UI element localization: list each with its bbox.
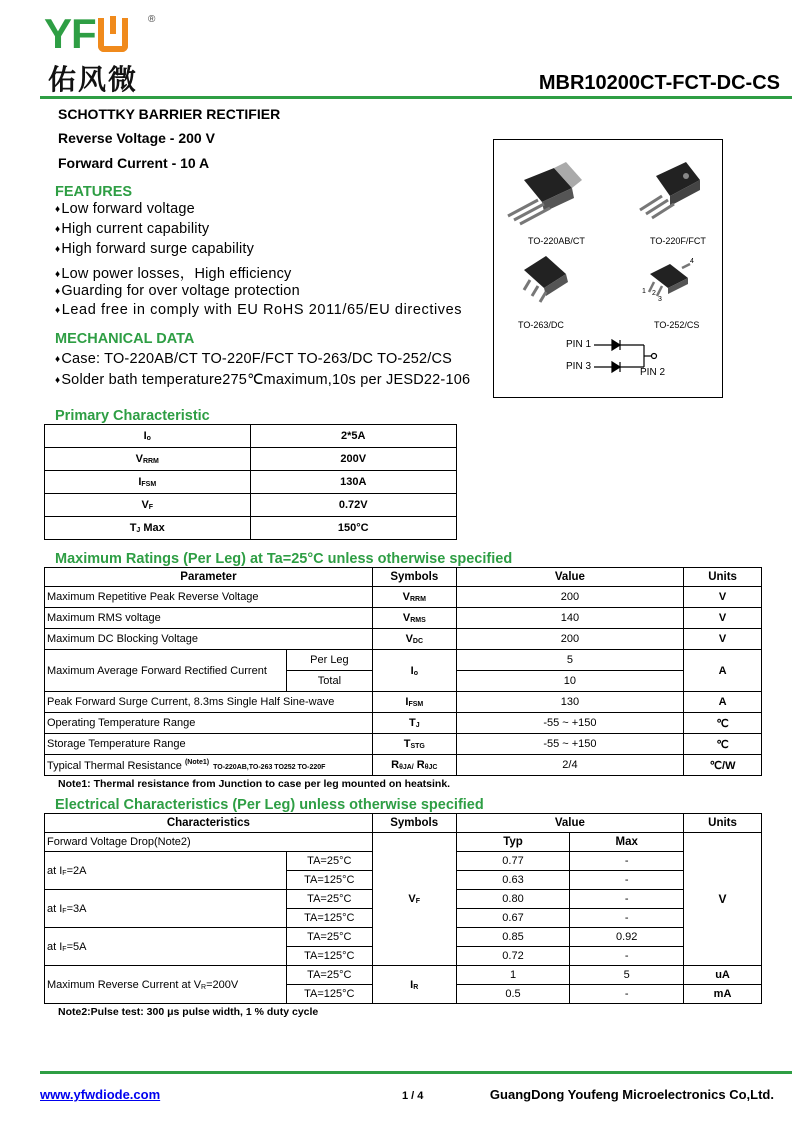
value-cell: 10 bbox=[456, 671, 683, 692]
param-cell: Maximum Average Forward Rectified Current bbox=[45, 650, 287, 692]
package-diagram-box bbox=[493, 139, 723, 398]
unit-cell: ℃/W bbox=[684, 755, 762, 776]
electrical-heading: Electrical Characteristics (Per Leg) unless otherwise specified bbox=[55, 797, 484, 813]
table-row bbox=[45, 494, 457, 517]
max-cell: - bbox=[570, 890, 684, 909]
param-cell: Maximum Repetitive Peak Reverse Voltage bbox=[45, 587, 373, 608]
value-cell: -55 ~ +150 bbox=[456, 713, 683, 734]
note1: Note1: Thermal resistance from Junction to case per leg mounted on heatsink. bbox=[58, 778, 451, 790]
table-row bbox=[45, 713, 762, 734]
unit-cell: uA bbox=[684, 966, 762, 985]
table-row bbox=[45, 608, 762, 629]
col-header-characteristics: Characteristics bbox=[45, 814, 373, 833]
sub-param-cell: Total bbox=[286, 671, 372, 692]
to220f-package-icon bbox=[640, 162, 700, 218]
max-cell: - bbox=[570, 852, 684, 871]
product-type: SCHOTTKY BARRIER RECTIFIER bbox=[58, 106, 281, 122]
feature-item: ♦High current capability bbox=[55, 221, 210, 237]
sub-param-cell: Per Leg bbox=[286, 650, 372, 671]
primary-characteristic-heading: Primary Characteristic bbox=[55, 408, 210, 424]
mechanical-item: ♦Solder bath temperature275℃maximum,10s per JESD22-106 bbox=[55, 372, 471, 388]
part-number-title: MBR10200CT-FCT-DC-CS bbox=[538, 72, 780, 94]
unit-cell: mA bbox=[684, 985, 762, 1004]
col-header-symbols: Symbols bbox=[372, 568, 456, 587]
condition-label: at IF=5A bbox=[45, 928, 287, 966]
forward-current-spec: Forward Current - 10 A bbox=[58, 155, 210, 171]
table-row bbox=[45, 517, 457, 540]
symbol-cell: Io bbox=[372, 650, 456, 692]
unit-cell: ℃ bbox=[684, 734, 762, 755]
symbol-cell: TJ bbox=[372, 713, 456, 734]
typ-cell: 0.85 bbox=[456, 928, 570, 947]
col-header-units: Units bbox=[684, 568, 762, 587]
primary-symbol: Io bbox=[45, 425, 251, 448]
package-label-to220f: TO-220F/FCT bbox=[650, 236, 706, 246]
max-cell: - bbox=[570, 947, 684, 966]
temperature-cell: TA=25°C bbox=[286, 966, 372, 985]
website-link[interactable]: www.yfwdiode.com bbox=[40, 1087, 161, 1102]
value-cell: 140 bbox=[456, 608, 683, 629]
temperature-cell: TA=125°C bbox=[286, 909, 372, 928]
max-cell: - bbox=[570, 871, 684, 890]
condition-label: at IF=3A bbox=[45, 890, 287, 928]
feature-item: ♦Lead free in comply with EU RoHS 2011/65/EU directives bbox=[55, 302, 463, 318]
typ-cell: 0.5 bbox=[456, 985, 570, 1004]
typ-cell: 0.67 bbox=[456, 909, 570, 928]
primary-symbol: VRRM bbox=[45, 448, 251, 471]
value-cell: 5 bbox=[456, 650, 683, 671]
table-header-row bbox=[45, 568, 762, 587]
pin2-label: PIN 2 bbox=[640, 367, 666, 378]
pin-number-1: 1 bbox=[642, 288, 646, 295]
page-number: 1 / 4 bbox=[402, 1090, 424, 1102]
symbol-cell: RθJA/ RθJC bbox=[372, 755, 456, 776]
condition-label: at IF=2A bbox=[45, 852, 287, 890]
unit-cell: V bbox=[684, 833, 762, 966]
col-header-value: Value bbox=[456, 814, 683, 833]
unit-cell: V bbox=[684, 608, 762, 629]
typ-cell: 0.63 bbox=[456, 871, 570, 890]
max-cell: - bbox=[570, 909, 684, 928]
col-header-parameter: Parameter bbox=[45, 568, 373, 587]
primary-symbol: TJ Max bbox=[45, 517, 251, 540]
table-row bbox=[45, 755, 762, 776]
temperature-cell: TA=25°C bbox=[286, 852, 372, 871]
primary-value: 130A bbox=[250, 471, 457, 494]
primary-value: 2*5A bbox=[250, 425, 457, 448]
typ-cell: 0.77 bbox=[456, 852, 570, 871]
typ-cell: 0.72 bbox=[456, 947, 570, 966]
value-cell: -55 ~ +150 bbox=[456, 734, 683, 755]
primary-value: 0.72V bbox=[250, 494, 457, 517]
value-cell: 200 bbox=[456, 629, 683, 650]
table-row bbox=[45, 425, 457, 448]
col-header-symbols: Symbols bbox=[372, 814, 456, 833]
temperature-cell: TA=125°C bbox=[286, 947, 372, 966]
company-logo bbox=[44, 10, 164, 96]
primary-symbol: VF bbox=[45, 494, 251, 517]
package-label-to252: TO-252/CS bbox=[654, 320, 700, 330]
temperature-cell: TA=125°C bbox=[286, 985, 372, 1004]
col-header-typ: Typ bbox=[456, 833, 570, 852]
mechanical-item: ♦Case: TO-220AB/CT TO-220F/FCT TO-263/DC TO-252/CS bbox=[55, 351, 453, 367]
feature-item: ♦High forward surge capability bbox=[55, 241, 255, 257]
table-row bbox=[45, 966, 762, 985]
table-row bbox=[45, 692, 762, 713]
feature-item: ♦Low forward voltage bbox=[55, 201, 195, 217]
pin1-label: PIN 1 bbox=[566, 339, 592, 350]
to263-package-icon bbox=[524, 256, 568, 302]
features-heading: FEATURES bbox=[55, 184, 133, 200]
condition-label: Maximum Reverse Current at VR=200V bbox=[45, 966, 287, 1004]
unit-cell: V bbox=[684, 629, 762, 650]
logo-letter-y: Y bbox=[44, 10, 72, 57]
logo-mark-u bbox=[98, 18, 128, 52]
company-name: GuangDong Youfeng Microelectronics Co,Ltd. bbox=[489, 1087, 774, 1102]
table-row bbox=[45, 587, 762, 608]
symbol-cell: VF bbox=[372, 833, 456, 966]
param-cell: Forward Voltage Drop(Note2) bbox=[45, 833, 373, 852]
unit-cell: A bbox=[684, 650, 762, 692]
footer-divider bbox=[40, 1071, 792, 1074]
pin-number-3: 3 bbox=[658, 296, 662, 303]
package-label-to263: TO-263/DC bbox=[518, 320, 564, 330]
primary-characteristic-table bbox=[44, 424, 457, 540]
value-cell: 2/4 bbox=[456, 755, 683, 776]
table-row bbox=[45, 833, 762, 852]
table-row bbox=[45, 471, 457, 494]
symbol-cell: VDC bbox=[372, 629, 456, 650]
unit-cell: V bbox=[684, 587, 762, 608]
logo-chinese-name: 佑风微 bbox=[48, 63, 139, 96]
feature-item: ♦Low power losses，High efficiency bbox=[55, 266, 292, 282]
symbol-cell: TSTG bbox=[372, 734, 456, 755]
registered-mark: ® bbox=[148, 14, 156, 25]
max-ratings-table bbox=[44, 567, 762, 776]
symbol-cell: IR bbox=[372, 966, 456, 1004]
symbol-cell: VRMS bbox=[372, 608, 456, 629]
col-header-units: Units bbox=[684, 814, 762, 833]
param-cell: Peak Forward Surge Current, 8.3ms Single Half Sine-wave bbox=[45, 692, 373, 713]
table-row bbox=[45, 629, 762, 650]
param-cell: Storage Temperature Range bbox=[45, 734, 373, 755]
temperature-cell: TA=25°C bbox=[286, 890, 372, 909]
table-row bbox=[45, 734, 762, 755]
col-header-max: Max bbox=[570, 833, 684, 852]
param-cell: Typical Thermal Resistance $^{(Note1)}$TO-220AB,TO-263 TO252 TO-220F bbox=[45, 755, 373, 776]
max-ratings-heading: Maximum Ratings (Per Leg) at Ta=25°C unless otherwise specified bbox=[55, 551, 513, 567]
symbol-cell: IFSM bbox=[372, 692, 456, 713]
feature-item: ♦Guarding for over voltage protection bbox=[55, 283, 300, 299]
pin-number-4: 4 bbox=[690, 258, 694, 265]
table-row bbox=[45, 448, 457, 471]
logo-letter-f: F bbox=[71, 10, 96, 57]
to220ab-package-icon bbox=[508, 162, 582, 224]
typ-cell: 0.80 bbox=[456, 890, 570, 909]
package-illustrations bbox=[494, 140, 724, 399]
primary-symbol: IFSM bbox=[45, 471, 251, 494]
max-cell: - bbox=[570, 985, 684, 1004]
value-cell: 200 bbox=[456, 587, 683, 608]
typ-cell: 1 bbox=[456, 966, 570, 985]
max-cell: 5 bbox=[570, 966, 684, 985]
primary-value: 150°C bbox=[250, 517, 457, 540]
electrical-table bbox=[44, 813, 762, 1004]
value-cell: 130 bbox=[456, 692, 683, 713]
reverse-voltage-spec: Reverse Voltage - 200 V bbox=[58, 130, 215, 146]
temperature-cell: TA=25°C bbox=[286, 928, 372, 947]
mechanical-heading: MECHANICAL DATA bbox=[55, 331, 195, 347]
max-cell: 0.92 bbox=[570, 928, 684, 947]
param-cell: Maximum RMS voltage bbox=[45, 608, 373, 629]
pin3-label: PIN 3 bbox=[566, 361, 592, 372]
header-divider bbox=[40, 96, 792, 99]
symbol-cell: VRRM bbox=[372, 587, 456, 608]
note2: Note2:Pulse test: 300 μs pulse width, 1 % duty cycle bbox=[58, 1006, 319, 1018]
table-header-row bbox=[45, 814, 762, 833]
col-header-value: Value bbox=[456, 568, 683, 587]
unit-cell: A bbox=[684, 692, 762, 713]
param-cell: Maximum DC Blocking Voltage bbox=[45, 629, 373, 650]
temperature-cell: TA=125°C bbox=[286, 871, 372, 890]
table-row bbox=[45, 650, 762, 671]
param-cell: Operating Temperature Range bbox=[45, 713, 373, 734]
primary-value: 200V bbox=[250, 448, 457, 471]
package-label-to220ab: TO-220AB/CT bbox=[528, 236, 585, 246]
pin-number-2: 2 bbox=[652, 290, 656, 297]
unit-cell: ℃ bbox=[684, 713, 762, 734]
